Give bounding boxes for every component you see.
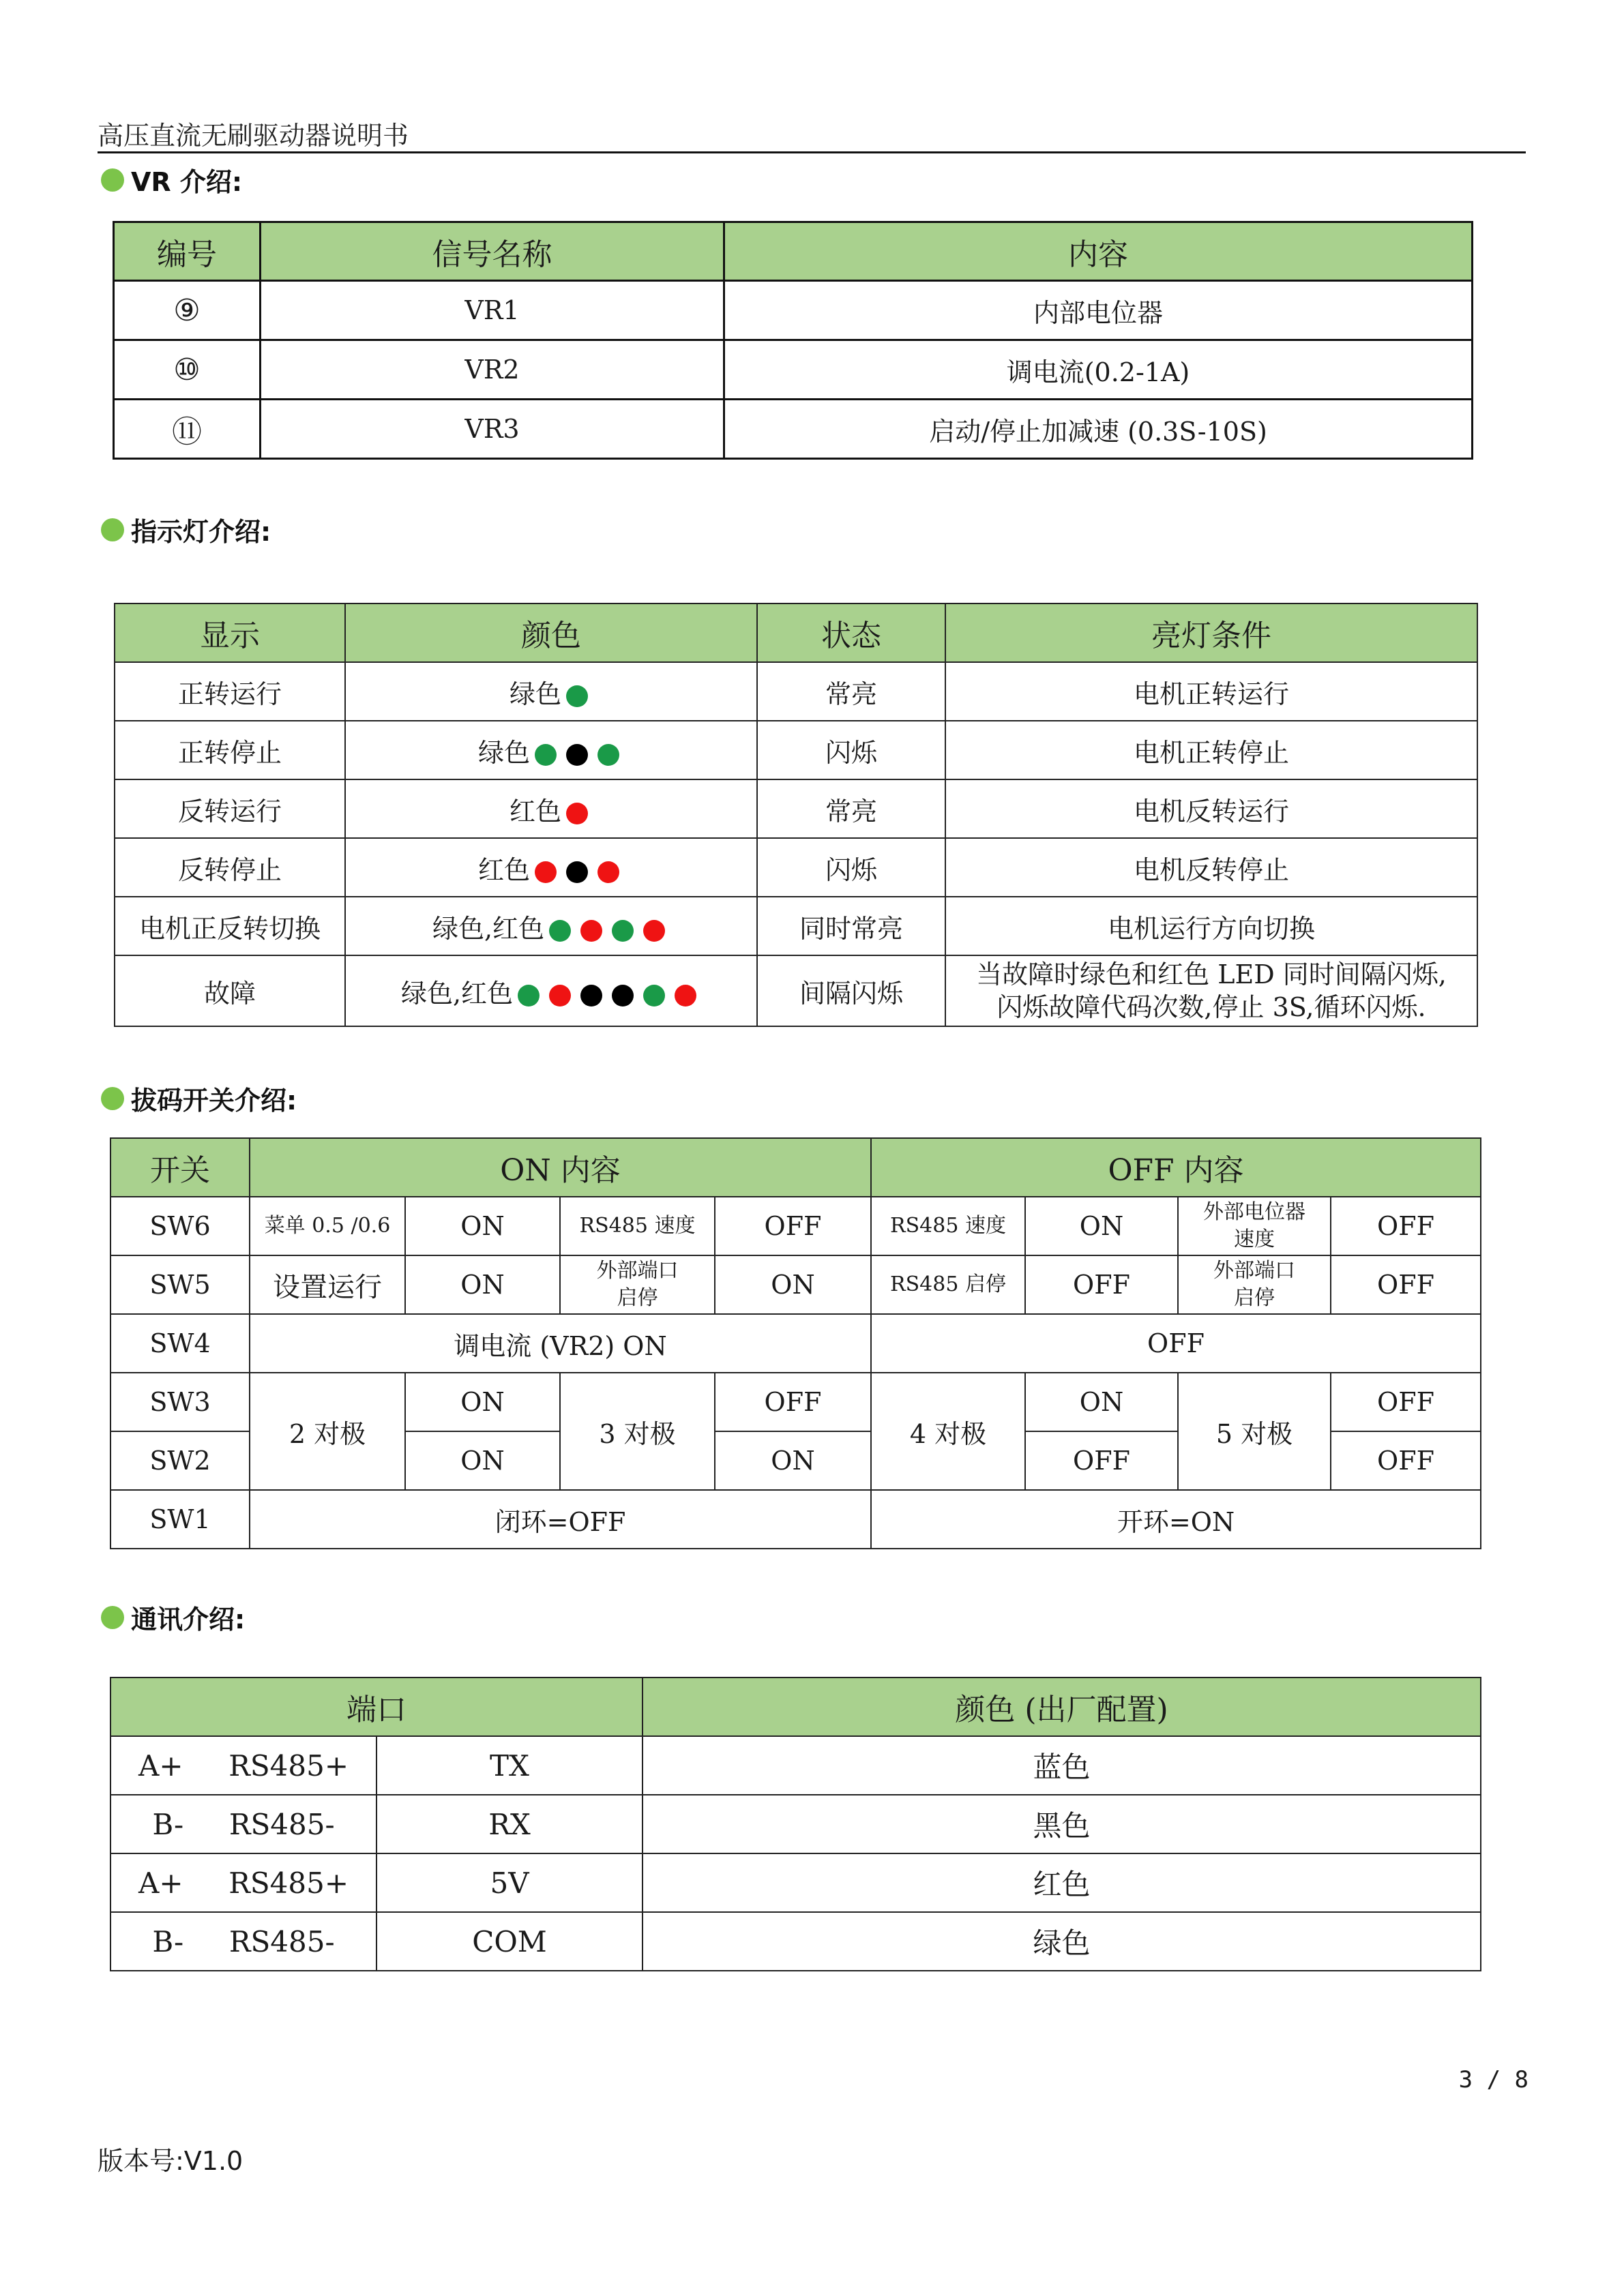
dip-switch-label: SW5 — [110, 1255, 250, 1314]
dip-switch-label: SW1 — [110, 1490, 250, 1549]
vr-header-content: 内容 — [724, 222, 1473, 281]
led-header-state: 状态 — [757, 603, 945, 662]
led-cell: 闪烁 — [757, 838, 945, 897]
led-color-label: 红色 — [509, 796, 561, 826]
led-cell: 同时常亮 — [757, 897, 945, 955]
comm-cell: 红色 — [643, 1853, 1481, 1912]
section-led-heading — [101, 511, 271, 548]
led-condition-line: 闪烁故障代码次数,停止 3S,循环闪烁. — [996, 992, 1426, 1022]
dip-cell-line: 外部端口 — [1213, 1259, 1295, 1283]
vr-cell: 内部电位器 — [724, 281, 1473, 340]
table-row — [115, 955, 1477, 1026]
table-row — [110, 1912, 1481, 1971]
dip-cell-line: 外部电位器 — [1203, 1200, 1305, 1224]
document-title: 高压直流无刷驱动器说明书 — [98, 121, 409, 151]
version-label: 版本号:V1.0 — [98, 2146, 243, 2176]
dip-cell: ON — [1025, 1197, 1178, 1255]
led-color-cell — [345, 897, 757, 955]
vr-cell: VR2 — [261, 340, 724, 400]
dip-row-sw1 — [110, 1490, 1481, 1549]
led-dot-icon — [566, 685, 588, 707]
dip-row-sw6 — [110, 1197, 1481, 1255]
table-row — [110, 1853, 1481, 1912]
dip-cell-line: 启停 — [617, 1286, 658, 1310]
bullet-icon — [101, 168, 124, 192]
dip-switch-label: SW4 — [110, 1314, 250, 1373]
dip-cell: ON — [405, 1373, 560, 1431]
led-color-label: 绿色 — [509, 679, 561, 709]
dip-cell: ON — [1025, 1373, 1178, 1431]
dip-cell: RS485 速度 — [560, 1197, 715, 1255]
dip-cell: OFF — [871, 1314, 1481, 1373]
led-cell: 间隔闪烁 — [757, 955, 945, 1026]
led-header-color: 颜色 — [345, 603, 757, 662]
comm-cell: 绿色 — [643, 1912, 1481, 1971]
comm-header-port: 端口 — [110, 1678, 643, 1736]
table-row — [114, 281, 1473, 340]
dip-cell: ON — [405, 1431, 560, 1490]
led-condition-cell: 电机反转运行 — [945, 779, 1477, 838]
led-cell: 反转停止 — [115, 838, 345, 897]
dip-cell: 开环=ON — [871, 1490, 1481, 1549]
led-cell: 常亮 — [757, 662, 945, 721]
comm-table — [110, 1677, 1481, 1971]
led-color-label: 绿色,红色 — [432, 913, 545, 944]
dip-table — [110, 1137, 1481, 1549]
led-dot-icon — [566, 803, 588, 824]
led-color-label: 红色 — [477, 854, 530, 885]
dip-cell-line: 启停 — [1234, 1286, 1275, 1310]
comm-cell: A+ RS485+ — [110, 1736, 377, 1795]
led-color-cell — [345, 721, 757, 779]
dip-cell: ON — [715, 1431, 871, 1490]
header-rule — [98, 151, 1526, 153]
comm-cell: A+ RS485+ — [110, 1853, 377, 1912]
comm-cell: 5V — [377, 1853, 643, 1912]
vr-cell: 启动/停止加减速 (0.3S-10S) — [724, 400, 1473, 459]
dip-cell: RS485 速度 — [871, 1197, 1025, 1255]
led-dot-icon — [566, 861, 588, 883]
dip-row-sw4 — [110, 1314, 1481, 1373]
dip-cell: OFF — [1331, 1373, 1481, 1431]
table-row — [115, 897, 1477, 955]
page-number: 3 / 8 — [1458, 2066, 1529, 2093]
led-color-cell — [345, 838, 757, 897]
led-dot-icon — [580, 920, 602, 942]
table-row — [115, 779, 1477, 838]
led-dot-icon — [612, 920, 634, 942]
comm-cell: B- RS485- — [110, 1795, 377, 1853]
led-condition-cell: 电机正转停止 — [945, 721, 1477, 779]
section-led-label: 指示灯介绍: — [131, 517, 271, 547]
led-dot-icon — [549, 920, 571, 942]
vr-cell: ⑩ — [114, 340, 261, 400]
led-header-condition: 亮灯条件 — [945, 603, 1477, 662]
comm-cell: TX — [377, 1736, 643, 1795]
dip-cell-line: 外部端口 — [596, 1259, 679, 1283]
led-dot-icon — [549, 985, 571, 1007]
led-cell: 电机正反转切换 — [115, 897, 345, 955]
led-cell: 闪烁 — [757, 721, 945, 779]
dip-switch-label: SW2 — [110, 1431, 250, 1490]
led-table — [114, 603, 1478, 1027]
led-dot-icon — [535, 744, 557, 766]
dip-switch-label: SW6 — [110, 1197, 250, 1255]
vr-header-no: 编号 — [114, 222, 261, 281]
table-row — [115, 662, 1477, 721]
vr-cell: VR3 — [261, 400, 724, 459]
led-dot-icon — [597, 861, 619, 883]
dip-cell: OFF — [1331, 1255, 1481, 1314]
led-cell: 常亮 — [757, 779, 945, 838]
dip-pole-cell: 2 对极 — [250, 1373, 405, 1490]
dip-row-sw5 — [110, 1255, 1481, 1314]
dip-cell: RS485 启停 — [871, 1255, 1025, 1314]
bullet-icon — [101, 1606, 124, 1629]
vr-cell: 调电流(0.2-1A) — [724, 340, 1473, 400]
comm-cell: RX — [377, 1795, 643, 1853]
dip-cell: 设置运行 — [250, 1255, 405, 1314]
table-row — [114, 400, 1473, 459]
led-dot-icon — [580, 985, 602, 1007]
led-color-label: 绿色 — [477, 737, 530, 768]
led-dot-icon — [643, 920, 665, 942]
dip-cell-line: 速度 — [1234, 1227, 1275, 1251]
led-dot-icon — [675, 985, 696, 1007]
led-cell: 故障 — [115, 955, 345, 1026]
comm-cell: 黑色 — [643, 1795, 1481, 1853]
led-dot-icon — [566, 744, 588, 766]
dip-cell: ON — [405, 1255, 560, 1314]
section-vr-heading — [101, 161, 242, 198]
bullet-icon — [101, 1087, 124, 1110]
dip-header-on: ON 内容 — [250, 1138, 871, 1197]
section-dip-heading — [101, 1079, 297, 1117]
dip-cell: 调电流 (VR2) ON — [250, 1314, 871, 1373]
dip-pole-cell: 5 对极 — [1178, 1373, 1331, 1490]
dip-cell — [1178, 1255, 1331, 1314]
vr-cell: ⑪ — [114, 400, 261, 459]
comm-cell: COM — [377, 1912, 643, 1971]
dip-cell: OFF — [715, 1373, 871, 1431]
dip-cell: 闭环=OFF — [250, 1490, 871, 1549]
led-color-label: 绿色,红色 — [400, 978, 514, 1009]
dip-pole-cell: 4 对极 — [871, 1373, 1025, 1490]
section-dip-label: 拔码开关介绍: — [131, 1086, 297, 1116]
comm-header-color: 颜色 (出厂配置) — [643, 1678, 1481, 1736]
dip-cell: 菜单 0.5 /0.6 — [250, 1197, 405, 1255]
dip-cell: OFF — [1331, 1197, 1481, 1255]
vr-table — [113, 221, 1473, 460]
led-dot-icon — [597, 744, 619, 766]
table-row — [110, 1795, 1481, 1853]
dip-header-off: OFF 内容 — [871, 1138, 1481, 1197]
led-condition-cell: 电机运行方向切换 — [945, 897, 1477, 955]
dip-cell: ON — [405, 1197, 560, 1255]
led-dot-icon — [643, 985, 665, 1007]
led-color-cell — [345, 779, 757, 838]
led-cell: 正转停止 — [115, 721, 345, 779]
led-cell: 反转运行 — [115, 779, 345, 838]
dip-cell: OFF — [715, 1197, 871, 1255]
dip-cell: OFF — [1025, 1255, 1178, 1314]
dip-cell: OFF — [1331, 1431, 1481, 1490]
led-header-display: 显示 — [115, 603, 345, 662]
led-condition-cell: 电机反转停止 — [945, 838, 1477, 897]
section-comm-heading — [101, 1598, 245, 1636]
bullet-icon — [101, 518, 124, 541]
led-condition-line: 当故障时绿色和红色 LED 同时间隔闪烁, — [976, 959, 1447, 989]
led-condition-cell: 电机正转运行 — [945, 662, 1477, 721]
vr-header-signal: 信号名称 — [261, 222, 724, 281]
led-dot-icon — [535, 861, 557, 883]
led-dot-icon — [518, 985, 540, 1007]
table-row — [110, 1736, 1481, 1795]
dip-cell: ON — [715, 1255, 871, 1314]
led-color-cell — [345, 955, 757, 1026]
led-cell: 正转运行 — [115, 662, 345, 721]
dip-pole-cell: 3 对极 — [560, 1373, 715, 1490]
dip-row-sw3 — [110, 1373, 1481, 1431]
dip-header-switch: 开关 — [110, 1138, 250, 1197]
table-row — [115, 838, 1477, 897]
dip-cell: OFF — [1025, 1431, 1178, 1490]
dip-cell — [1178, 1197, 1331, 1255]
table-row — [115, 721, 1477, 779]
section-vr-label: VR 介绍: — [131, 167, 243, 197]
led-dot-icon — [612, 985, 634, 1007]
vr-cell: VR1 — [261, 281, 724, 340]
dip-cell — [560, 1255, 715, 1314]
section-comm-label: 通讯介绍: — [131, 1605, 246, 1635]
comm-cell: 蓝色 — [643, 1736, 1481, 1795]
vr-cell: ⑨ — [114, 281, 261, 340]
comm-cell: B- RS485- — [110, 1912, 377, 1971]
led-condition-cell — [945, 955, 1477, 1026]
table-row — [114, 340, 1473, 400]
led-color-cell — [345, 662, 757, 721]
dip-switch-label: SW3 — [110, 1373, 250, 1431]
